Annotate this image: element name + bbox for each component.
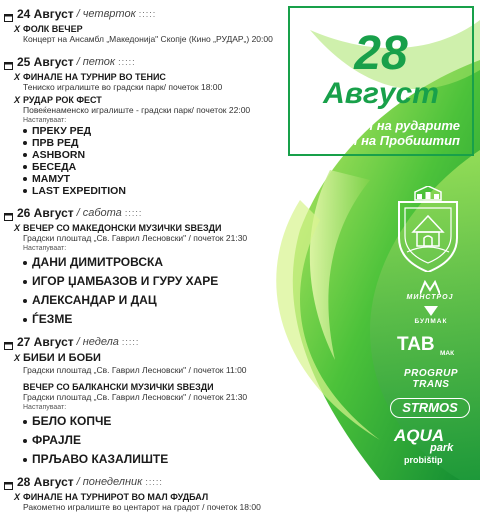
event-title: X ФИНАЛЕ НА ТУРНИРОТ ВО МАЛ ФУДБАЛ	[14, 491, 209, 502]
day-block	[4, 6, 304, 45]
performer: МАМУТ	[14, 173, 304, 185]
day-header	[4, 6, 304, 22]
performers-label: Настапуваат:	[23, 404, 67, 411]
separator: /	[76, 476, 80, 488]
bullet-icon	[23, 177, 27, 181]
subtitle-line-1: Ден на рударите	[348, 118, 460, 133]
bullet-icon	[23, 141, 27, 145]
event-title: X ВЕЧЕР СО МАКЕДОНСКИ МУЗИЧКИ ЅВЕЗДИ	[14, 222, 222, 233]
bulmak-logo-icon	[424, 306, 438, 316]
day-header	[4, 54, 304, 70]
event-title: X БИБИ И БОБИ	[14, 352, 101, 364]
month-name: Август	[323, 77, 439, 110]
performer: ЃЕЗМЕ	[14, 310, 304, 329]
day-date: 27 Август	[17, 335, 74, 349]
event-title: X РУДАР РОК ФЕСТ	[14, 94, 102, 105]
day-date: 26 Август	[17, 206, 74, 220]
performer: ИГОР ЏАМБАЗОВ И ГУРУ ХАРЕ	[14, 272, 304, 291]
performer: ПРВ РЕД	[14, 137, 304, 149]
x-marker-icon: X	[14, 94, 21, 105]
bullet-icon	[23, 439, 27, 443]
sponsor-aqua: AQUA	[394, 426, 445, 445]
performer: ПРЕКУ РЕД	[14, 125, 304, 137]
dots-decoration: :::::	[145, 477, 163, 487]
day-header	[4, 205, 304, 221]
event-title: X ФИНАЛЕ НА ТУРНИР ВО ТЕНИС	[14, 71, 166, 82]
bullet-icon	[23, 189, 27, 193]
day-date: 28 Август	[17, 475, 74, 489]
day-date: 25 Август	[17, 55, 74, 69]
event-venue: Повеќенаменско игралиште - градски парк/ почеток 22:00	[23, 105, 251, 115]
day-number: 28	[354, 27, 408, 80]
x-marker-icon: X	[14, 23, 21, 34]
sponsor-tab-sub: МАК	[440, 350, 455, 357]
day-header	[4, 334, 304, 350]
event-venue: Градски плоштад „Св. Гаврил Лесновски" / почеток 21:30	[23, 392, 248, 402]
day-date: 24 Август	[17, 7, 74, 21]
bullet-icon	[23, 420, 27, 424]
performer: АЛЕКСАНДАР И ДАЦ	[14, 291, 304, 310]
sponsor-strmos: STRMOS	[390, 398, 470, 418]
day-of-week: четврток	[82, 8, 136, 20]
performers-label: Настапуваат:	[23, 117, 67, 124]
performer: ASHBORN	[14, 149, 304, 161]
minstroj-logo-icon	[420, 280, 440, 294]
bullet-icon	[23, 165, 27, 169]
day-of-week: сабота	[82, 207, 122, 219]
event-title: X ФОЛК ВЕЧЕР	[14, 23, 83, 34]
bullet-icon	[23, 458, 27, 462]
date-box	[288, 6, 474, 156]
bullet-icon	[23, 299, 27, 303]
x-marker-icon: X	[14, 491, 21, 502]
event	[4, 94, 304, 197]
event-venue: Тениско игралиште во градски парк/ почеток 18:00	[23, 82, 223, 92]
performer: ПРЉАВО КАЗАЛИШТЕ	[14, 450, 304, 469]
sponsor-minstroj: МИНСТРОЈ	[406, 294, 454, 301]
x-marker-icon: X	[14, 71, 21, 82]
performers-label: Настапуваат:	[23, 245, 67, 252]
day-of-week: недела	[82, 336, 119, 348]
x-marker-icon: X	[14, 353, 21, 363]
day-block	[4, 54, 304, 197]
dots-decoration: :::::	[118, 57, 136, 67]
calendar-icon	[4, 478, 13, 487]
event	[4, 71, 304, 93]
calendar-icon	[4, 209, 13, 218]
sponsor-aqua-park: park	[430, 442, 454, 454]
event-venue: Градски плоштад „Св. Гаврил Лесновски" / почеток 21:30	[23, 233, 248, 243]
bullet-icon	[23, 280, 27, 284]
dots-decoration: :::::	[121, 337, 140, 347]
day-of-week: понеделник	[82, 476, 143, 488]
dots-decoration: :::::	[138, 9, 157, 19]
calendar-icon	[4, 338, 13, 347]
sponsor-progrup-sub: TRANS	[412, 379, 450, 390]
event-venue: Градски плоштад „Св. Гаврил Лесновски" / почеток 11:00	[23, 365, 247, 375]
separator: /	[76, 207, 80, 219]
event	[4, 381, 304, 469]
bullet-icon	[23, 153, 27, 157]
event-venue: Ракометно игралиште во центарот на градот / почеток 18:00	[23, 502, 261, 512]
day-of-week: петок	[82, 56, 116, 68]
event	[4, 351, 304, 376]
bullet-icon	[23, 318, 27, 322]
separator: /	[76, 336, 80, 348]
sponsor-progrup: PROGRUP	[403, 368, 459, 379]
subtitle-line-2: Ден на Пробиштип	[333, 133, 460, 148]
performer: ФРАЈЛЕ	[14, 431, 304, 450]
calendar-icon	[4, 10, 13, 19]
dots-decoration: :::::	[124, 208, 143, 218]
sponsor-tab: TAB	[397, 334, 435, 355]
day-header	[4, 474, 304, 490]
performer: LAST EXPEDITION	[14, 185, 304, 197]
event	[4, 222, 304, 329]
bullet-icon	[23, 261, 27, 265]
municipality-crest-icon	[395, 186, 461, 272]
event-venue: Концерт на Ансамбл „Македонија" Скопје (Кино „РУДАР„) 20:00	[23, 34, 273, 44]
performer: ДАНИ ДИМИТРОВСКА	[14, 253, 304, 272]
calendar-icon	[4, 58, 13, 67]
day-block	[4, 205, 304, 329]
event	[4, 23, 304, 45]
performer: БЕСЕДА	[14, 161, 304, 173]
day-block	[4, 334, 304, 469]
separator: /	[76, 56, 80, 68]
sponsor-aqua-city: probištip	[404, 455, 443, 465]
event-title: ВЕЧЕР СО БАЛКАНСКИ МУЗИЧКИ ЅВЕЗДИ	[23, 381, 214, 392]
bullet-icon	[23, 129, 27, 133]
performer: БЕЛО КОПЧЕ	[14, 412, 304, 431]
separator: /	[76, 8, 80, 20]
program-list	[4, 2, 304, 513]
event	[4, 491, 304, 513]
x-marker-icon: X	[14, 222, 21, 233]
sponsor-bulmak: БУЛМАК	[414, 318, 448, 325]
